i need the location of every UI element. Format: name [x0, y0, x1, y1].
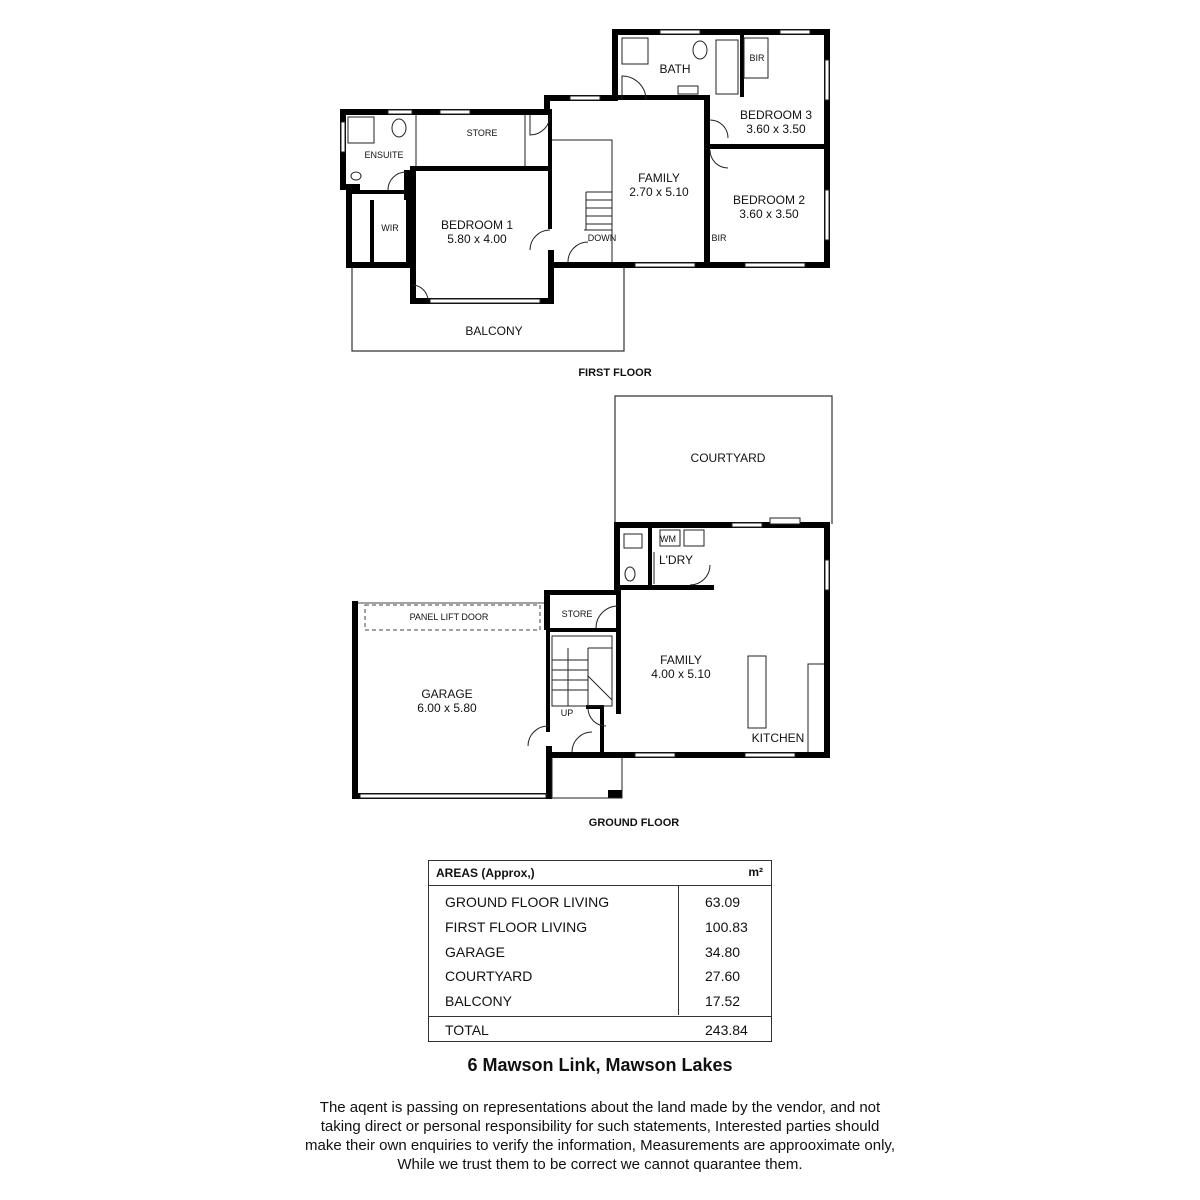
ff-bedroom1-size: 5.80 x 4.00	[447, 232, 507, 246]
property-address: 6 Mawson Link, Mawson Lakes	[467, 1055, 733, 1075]
areas-total-row	[429, 1016, 771, 1043]
ff-ensuite-label: ENSUITE	[364, 150, 404, 160]
ff-down-label: DOWN	[587, 233, 617, 243]
gf-up-label: UP	[560, 708, 574, 718]
disclaimer-line: make their own enquiries to verify the information, Measurements are approoximate only,	[304, 1137, 895, 1154]
disclaimer-line: While we trust them to be correct we cannot quarantee them.	[397, 1156, 803, 1173]
first-floor-caption: FIRST FLOOR	[578, 367, 652, 379]
ground-floor-plan	[352, 396, 832, 829]
table-row	[429, 890, 771, 915]
area-name: FIRST FLOOR LIVING	[445, 919, 588, 935]
area-total-value: 243.84	[705, 1022, 748, 1038]
area-value: 27.60	[705, 968, 741, 984]
table-row	[429, 964, 771, 989]
area-value: 34.80	[705, 944, 741, 960]
table-row	[429, 989, 771, 1014]
gf-laundry-label: L'DRY	[658, 553, 694, 567]
area-name: COURTYARD	[445, 968, 533, 984]
gf-family-label: FAMILY	[660, 653, 702, 667]
ff-bedroom2-label: BEDROOM 2	[732, 193, 806, 207]
table-row	[429, 940, 771, 965]
ff-bedroom3-size: 3.60 x 3.50	[746, 122, 806, 136]
ff-bir-top-label: BIR	[749, 53, 765, 63]
area-name: GARAGE	[445, 944, 505, 960]
ff-bath-label: BATH	[659, 62, 691, 76]
ff-store-label: STORE	[466, 128, 498, 138]
areas-table-unit: m²	[748, 865, 763, 879]
ff-bedroom3-label: BEDROOM 3	[739, 108, 813, 122]
areas-table-title: AREAS (Approx,)	[436, 866, 535, 880]
balcony-outline	[352, 268, 624, 351]
ff-family-label: FAMILY	[638, 171, 680, 185]
area-value: 63.09	[705, 894, 741, 910]
area-name: BALCONY	[445, 993, 512, 1009]
area-value: 17.52	[705, 993, 741, 1009]
gf-garage-size: 6.00 x 5.80	[417, 701, 477, 715]
area-total-name: TOTAL	[445, 1022, 489, 1038]
area-name: GROUND FLOOR LIVING	[445, 894, 610, 910]
gf-garage-label: GARAGE	[421, 687, 473, 701]
gf-family-size: 4.00 x 5.10	[651, 667, 711, 681]
ff-bedroom1-label: BEDROOM 1	[440, 218, 514, 232]
area-value: 100.83	[705, 919, 748, 935]
ff-family-size: 2.70 x 5.10	[629, 185, 689, 199]
table-row	[429, 915, 771, 940]
ff-bedroom2-size: 3.60 x 3.50	[739, 207, 799, 221]
gf-kitchen-label: KITCHEN	[751, 731, 805, 745]
ff-balcony-label: BALCONY	[465, 324, 523, 338]
ff-bir-bottom-label: BIR	[711, 233, 727, 243]
ff-wir-label: WIR	[381, 223, 399, 233]
first-floor-plan	[340, 29, 830, 379]
disclaimer-line: taking direct or personal responsibility for such statements, Interested parties should	[320, 1118, 880, 1135]
gf-store-label: STORE	[561, 609, 593, 619]
disclaimer-line: The aqent is passing on representations about the land made by the vendor, and not	[319, 1099, 881, 1116]
ground-floor-caption: GROUND FLOOR	[588, 817, 680, 829]
gf-wm-label: WM	[660, 534, 676, 544]
areas-table-header	[429, 861, 771, 886]
disclaimer	[250, 1098, 950, 1174]
areas-table	[428, 860, 772, 1042]
gf-panel-lift-door-label: PANEL LIFT DOOR	[409, 612, 489, 622]
gf-courtyard-label: COURTYARD	[690, 451, 766, 465]
